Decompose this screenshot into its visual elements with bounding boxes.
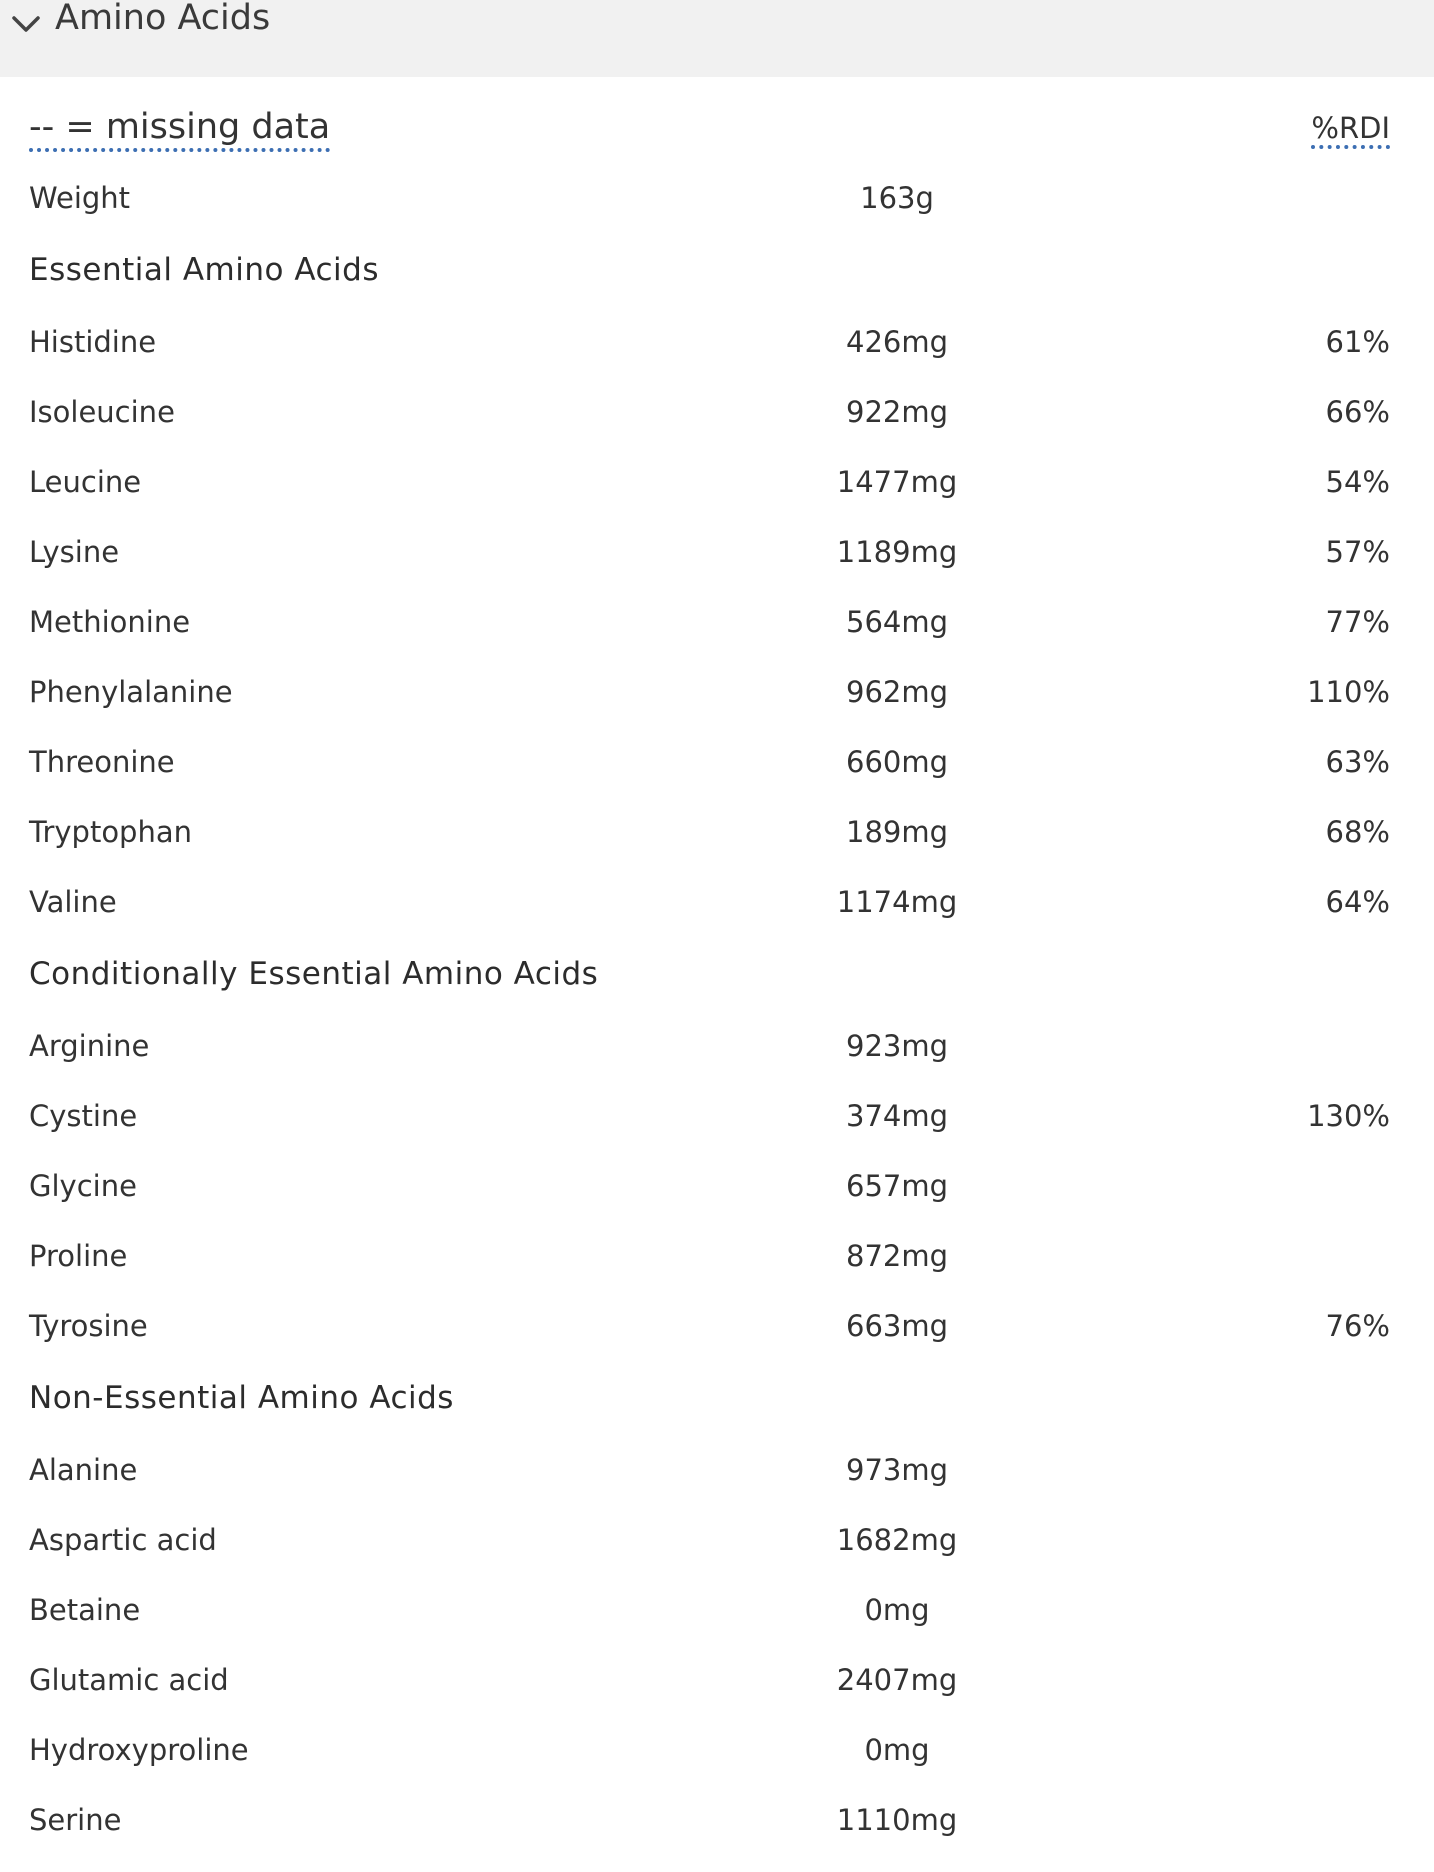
nutrient-name: Betaine xyxy=(29,1593,141,1627)
nutrient-rdi: 77% xyxy=(1325,605,1390,639)
section-heading-row xyxy=(0,937,1434,1011)
rdi-column-header[interactable]: %RDI xyxy=(1311,111,1390,149)
section-heading: Non-Essential Amino Acids xyxy=(29,1380,454,1416)
nutrient-rdi: 57% xyxy=(1325,535,1390,569)
nutrient-name: Proline xyxy=(29,1239,128,1273)
section-title: Amino Acids xyxy=(55,0,271,38)
nutrient-name: Glycine xyxy=(29,1169,137,1203)
nutrient-amount: 0mg xyxy=(864,1733,930,1767)
nutrient-amount: 1682mg xyxy=(836,1523,958,1557)
table-row xyxy=(0,587,1434,657)
weight-row xyxy=(0,163,1434,233)
section-heading-row xyxy=(0,233,1434,307)
missing-data-legend[interactable]: -- = missing data xyxy=(29,108,330,152)
nutrient-amount: 1110mg xyxy=(836,1803,958,1837)
legend-row xyxy=(0,77,1434,163)
table-row xyxy=(0,517,1434,587)
table-row xyxy=(0,1011,1434,1081)
nutrient-name: Leucine xyxy=(29,465,142,499)
nutrient-amount: 0mg xyxy=(864,1593,930,1627)
table-row xyxy=(0,1221,1434,1291)
table-row xyxy=(0,1151,1434,1221)
nutrient-name: Phenylalanine xyxy=(29,675,233,709)
table-row xyxy=(0,867,1434,937)
table-row xyxy=(0,377,1434,447)
sections-container xyxy=(0,233,1434,1855)
nutrient-name: Glutamic acid xyxy=(29,1663,229,1697)
nutrient-name: Hydroxyproline xyxy=(29,1733,249,1767)
nutrient-name: Histidine xyxy=(29,325,157,359)
nutrient-rdi: 66% xyxy=(1325,395,1390,429)
nutrient-amount: 426mg xyxy=(845,325,949,359)
nutrient-name: Valine xyxy=(29,885,117,919)
table-row xyxy=(0,447,1434,517)
nutrient-name: Arginine xyxy=(29,1029,150,1063)
nutrient-amount: 1477mg xyxy=(836,465,958,499)
table-row xyxy=(0,1081,1434,1151)
nutrient-rdi: 68% xyxy=(1325,815,1390,849)
nutrient-amount: 374mg xyxy=(845,1099,949,1133)
table-row xyxy=(0,1505,1434,1575)
nutrient-name: Serine xyxy=(29,1803,122,1837)
table-row xyxy=(0,1435,1434,1505)
nutrient-rdi: 130% xyxy=(1307,1099,1390,1133)
nutrient-name: Isoleucine xyxy=(29,395,175,429)
nutrient-name: Aspartic acid xyxy=(29,1523,217,1557)
nutrient-amount: 872mg xyxy=(845,1239,949,1273)
section-heading: Essential Amino Acids xyxy=(29,252,379,288)
nutrient-amount: 1174mg xyxy=(836,885,958,919)
nutrient-rdi: 63% xyxy=(1325,745,1390,779)
table-row xyxy=(0,657,1434,727)
nutrient-name: Alanine xyxy=(29,1453,138,1487)
table-row xyxy=(0,1715,1434,1785)
chevron-down-icon xyxy=(10,12,42,36)
table-row xyxy=(0,797,1434,867)
nutrient-amount: 922mg xyxy=(845,395,949,429)
nutrient-name: Tryptophan xyxy=(29,815,192,849)
table-row xyxy=(0,727,1434,797)
section-heading-row xyxy=(0,1361,1434,1435)
nutrient-amount: 660mg xyxy=(845,745,949,779)
nutrient-amount: 2407mg xyxy=(836,1663,958,1697)
table-row xyxy=(0,1645,1434,1715)
nutrient-amount: 163g xyxy=(860,181,934,215)
table-row xyxy=(0,307,1434,377)
nutrient-amount: 564mg xyxy=(845,605,949,639)
nutrient-name: Tyrosine xyxy=(29,1309,148,1343)
nutrient-amount: 973mg xyxy=(845,1453,949,1487)
nutrient-name: Methionine xyxy=(29,605,191,639)
amino-acids-table xyxy=(0,77,1434,1855)
nutrient-rdi: 76% xyxy=(1325,1309,1390,1343)
nutrient-amount: 923mg xyxy=(845,1029,949,1063)
nutrient-name: Weight xyxy=(29,181,131,215)
table-row xyxy=(0,1291,1434,1361)
nutrient-amount: 189mg xyxy=(845,815,949,849)
nutrient-amount: 1189mg xyxy=(836,535,958,569)
nutrient-rdi: 64% xyxy=(1325,885,1390,919)
nutrient-name: Threonine xyxy=(29,745,175,779)
nutrient-name: Lysine xyxy=(29,535,120,569)
table-row xyxy=(0,1785,1434,1855)
table-row xyxy=(0,1575,1434,1645)
nutrient-amount: 962mg xyxy=(845,675,949,709)
nutrient-rdi: 54% xyxy=(1325,465,1390,499)
nutrient-name: Cystine xyxy=(29,1099,138,1133)
nutrient-rdi: 110% xyxy=(1307,675,1390,709)
amino-acids-section-header[interactable] xyxy=(0,0,1434,77)
nutrient-amount: 663mg xyxy=(845,1309,949,1343)
section-heading: Conditionally Essential Amino Acids xyxy=(29,956,599,992)
nutrient-amount: 657mg xyxy=(845,1169,949,1203)
nutrient-rdi: 61% xyxy=(1325,325,1390,359)
